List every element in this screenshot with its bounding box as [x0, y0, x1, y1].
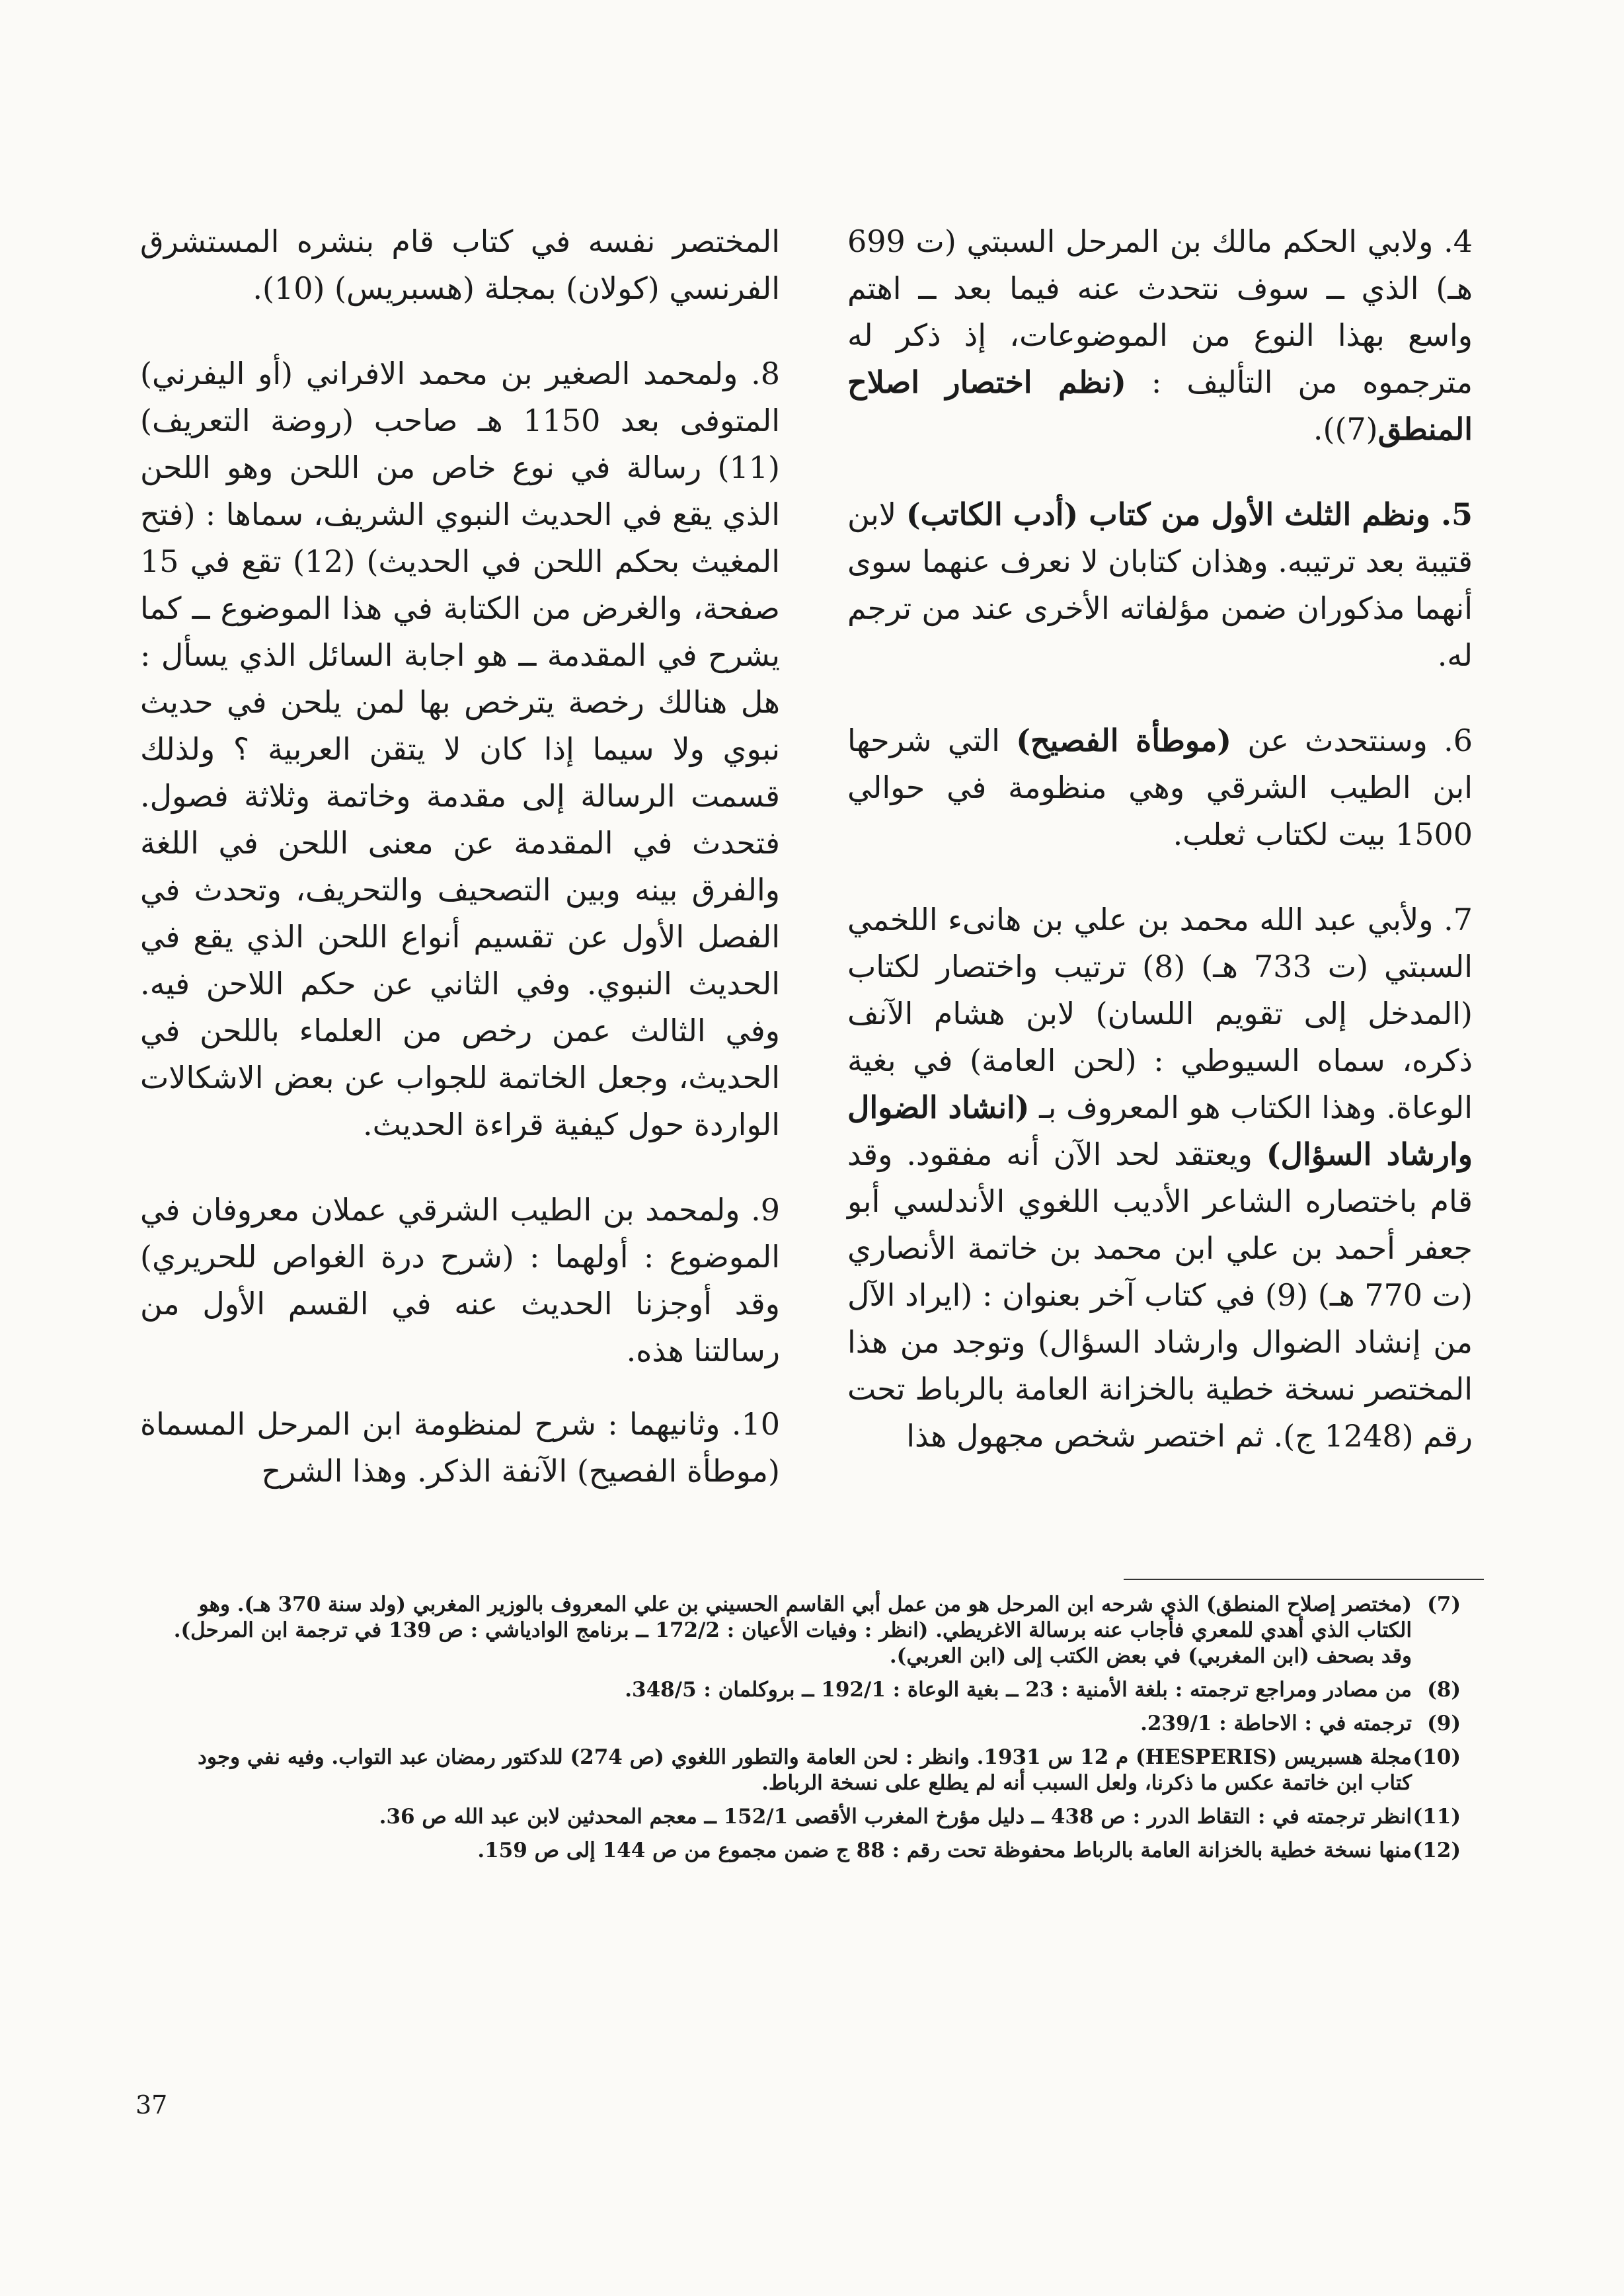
footnote-text: مجلة هسبريس (HESPERIS) م 12 س 1931. وانظر : لحن العامة والتطور اللغوي (ص 274) للدكتور رمضان عبد التواب. وفيه نفي وجود كتاب ابن خاتمة عكس ما ذكرنا، ولعل السبب أنه لم يطلع على نسخة الرباط.: [198, 1745, 1412, 1795]
paragraph-8: 8. ولمحمد الصغير بن محمد الافراني (أو اليفرني) المتوفى بعد 1150 هـ صاحب (روضة التعريف) (11) رسالة في نوع خاص من اللحن وهو اللحن الذي يقع في الحديث النبوي الشريف، سماها : (فتح المغيث بحكم اللحن في الحديث) (12) تقع في 15 صفحة، والغرض من الكتابة في هذا الموضوع ــ كما يشرح في المقدمة ــ هو اجابة السائل الذي يسأل : هل هنالك رخصة يترخص بها لمن يلحن في حديث نبوي ولا سيما إذا كان لا يتقن العربية ؟ ولذلك قسمت الرسالة إلى مقدمة وخاتمة وثلاثة فصول. فتحدث في المقدمة عن معنى اللحن في اللغة والفرق بينه وبين التصحيف والتحريف، وتحدث في الفصل الأول عن تقسيم أنواع اللحن الذي يقع في الحديث النبوي. وفي الثاني عن حكم اللاحن فيه. وفي الثالث عمن رخص من العلماء باللحن في الحديث، وجعل الخاتمة للجواب عن بعض الاشكالات الواردة حول كيفية قراءة الحديث.: [140, 356, 780, 1142]
footnote-divider: [1124, 1579, 1484, 1580]
footnote-11: [165, 1804, 1461, 1830]
paragraph-6-start: 6. وسنتحدث عن: [1247, 723, 1473, 758]
footnote-text: من مصادر ومراجع ترجمته : بلغة الأمنية : 23 ــ بغية الوعاة : 192/1 ــ بروكلمان : 348/5.: [625, 1678, 1412, 1702]
left-column: [140, 218, 780, 1533]
paragraph-4-end: (7)).: [1313, 411, 1378, 447]
paragraph-6-text: التي شرحها ابن الطيب الشرقي وهي منظومة في حوالي 1500 بيت لكتاب ثعلب.: [847, 723, 1473, 852]
footnote-number: (12): [1412, 1839, 1461, 1862]
paragraph-7-end: ويعتقد لحد الآن أنه مفقود. وقد قام باختصاره الشاعر الأديب اللغوي الأندلسي أبو جعفر أحمد بن علي ابن محمد بن خاتمة الأنصاري (ت 770 هـ) (9) في كتاب آخر بعنوان : (ايراد الآل من إنشاد الضوال وارشاد السؤال) وتوجد من هذا المختصر نسخة خطية بالخزانة العامة بالرباط تحت رقم (1248 ج). ثم اختصر شخص مجهول هذا: [847, 1136, 1473, 1454]
paragraph-5-bold: 5. ونظم الثلث الأول من كتاب (أدب الكاتب): [906, 496, 1473, 532]
footnote-12: [165, 1838, 1461, 1864]
paragraph-7-bold: (انشاد الضوال وارشاد السؤال): [847, 1089, 1473, 1172]
paragraph-4-bold: (نظم اختصار اصلاح المنطق: [847, 364, 1473, 447]
paragraph-4: [847, 218, 1473, 453]
footnote-text: منها نسخة خطية بالخزانة العامة بالرباط محفوظة تحت رقم : 88 ج ضمن مجموع من ص 144 إلى ص 159.: [477, 1839, 1412, 1862]
paragraph-6-bold: (موطأة الفصيح): [1016, 723, 1232, 758]
paragraph-4-text: 4. ولابي الحكم مالك بن المرحل السبتي (ت 699 هـ) الذي ــ سوف نتحدث عنه فيما بعد ــ اهتم واسع بهذا النوع من الموضوعات، إذ ذكر له مترجموه من التأليف :: [847, 223, 1473, 400]
paragraph-5: [847, 491, 1473, 679]
footnote-text: انظر ترجمته في : التقاط الدرر : ص 438 ــ دليل مؤرخ المغرب الأقصى 152/1 ــ معجم المحدثين لابن عبد الله ص 36.: [379, 1805, 1412, 1829]
footnotes: [165, 1592, 1461, 1872]
footnote-text: ترجمته في : الاحاطة : 239/1.: [1140, 1712, 1412, 1735]
footnote-number: (9): [1427, 1712, 1461, 1735]
page-number: 37: [135, 2090, 168, 2119]
footnote-number: (7): [1427, 1593, 1461, 1616]
footnote-10: [165, 1745, 1461, 1796]
footnote-9: [165, 1711, 1461, 1737]
paragraph-5-text: لابن قتيبة بعد ترتيبه. وهذان كتابان لا نعرف عنهما سوى أنهما مذكوران ضمن مؤلفاته الأخرى عند من ترجم له.: [847, 496, 1473, 673]
right-column: [847, 218, 1473, 1498]
paragraph-7: [847, 896, 1473, 1460]
paragraph-continued: المختصر نفسه في كتاب قام بنشره المستشرق الفرنسي (كولان) بمجلة (هسبريس) (10).: [140, 223, 780, 306]
footnote-number: (8): [1427, 1678, 1461, 1702]
paragraph-10: 10. وثانيهما : شرح لمنظومة ابن المرحل المسماة (موطأة الفصيح) الآنفة الذكر. وهذا الشرح: [140, 1406, 780, 1489]
footnote-7: [165, 1592, 1461, 1669]
paragraph-6: [847, 717, 1473, 858]
footnote-number: (11): [1412, 1805, 1461, 1829]
footnote-8: [165, 1677, 1461, 1703]
paragraph-7-text: 7. ولأبي عبد الله محمد بن علي بن هانىء اللخمي السبتي (ت 733 هـ) (8) ترتيب واختصار لكتاب (المدخل إلى تقويم اللسان) لابن هشام الآنف ذكره، سماه السيوطي : (لحن العامة) في بغية الوعاة. وهذا الكتاب هو المعروف بـ: [847, 902, 1473, 1125]
footnote-number: (10): [1412, 1745, 1461, 1769]
footnote-text: (مختصر إصلاح المنطق) الذي شرحه ابن المرحل هو من عمل أبي القاسم الحسيني بن علي المعروف بالوزير المغربي (ولد سنة 370 هـ). وهو الكتاب الذي أهدي للمعري فأجاب عنه برسالة الاغريطي. (انظر : وفيات الأعيان : 172/2 ــ برنامج الوادياشي : ص 139 في ترجمة ابن المرحل). وقد بصحف (ابن المغربي) في بعض الكتب إلى (ابن العربي).: [173, 1593, 1412, 1668]
paragraph-9: 9. ولمحمد بن الطيب الشرقي عملان معروفان في الموضوع : أولهما : (شرح درة الغواص للحريري) وقد أوجزنا الحديث عنه في القسم الأول من رسالتنا هذه.: [140, 1192, 780, 1368]
